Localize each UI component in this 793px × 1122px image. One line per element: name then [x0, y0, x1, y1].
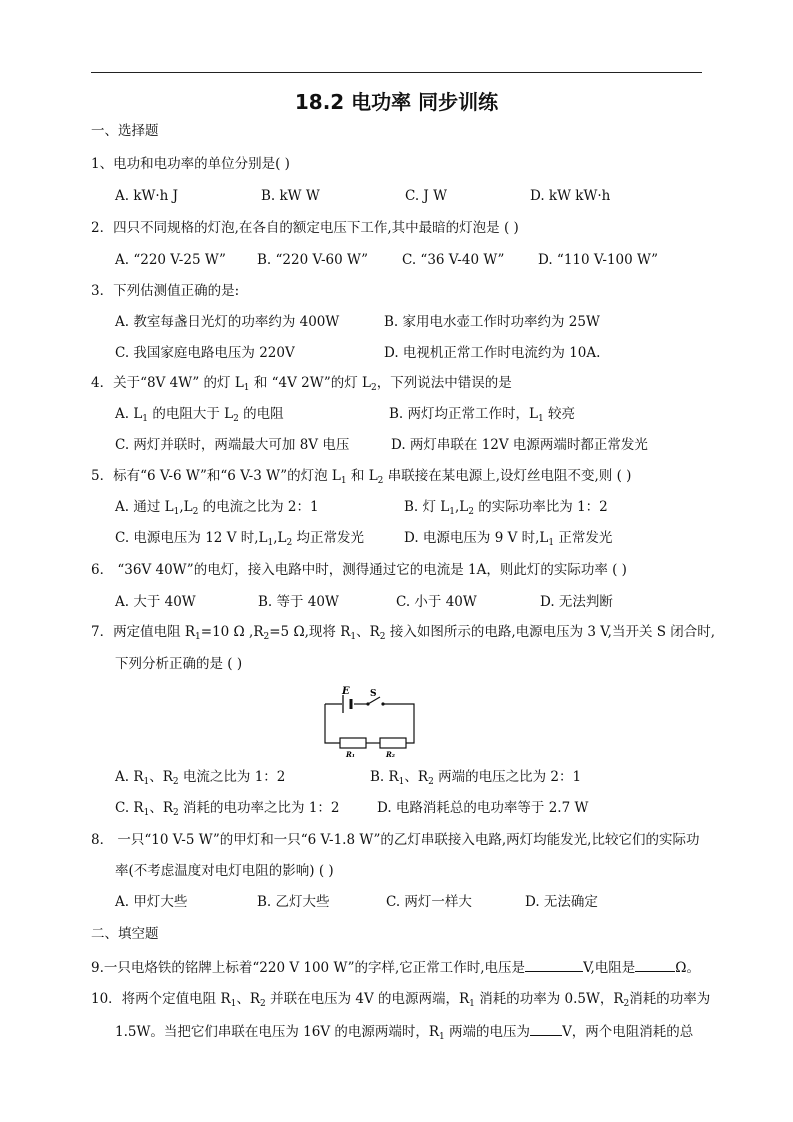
question-3-stem: 3．下列估测值正确的是: — [91, 283, 240, 299]
label-s: S — [370, 689, 377, 699]
label-e: E — [342, 686, 350, 697]
question-6-option-b: B. 等于 40W — [258, 594, 339, 610]
question-1-option-c: C. J W — [405, 188, 448, 204]
question-8-stem-line-1: 8． 一只“10 V-5 W”的甲灯和一只“6 V-1.8 W”的乙灯串联接入电路,两灯均能发光,比较它们的实际功 — [91, 832, 700, 848]
question-5-stem: 5．标有“6 V-6 W”和“6 V-3 W”的灯泡 $L_1$ 和 $L_2$ 串联接在某电源上,设灯丝电阻不变,则 ( ) — [91, 468, 632, 486]
question-1-option-a: A. kW·h J — [115, 188, 179, 204]
question-6-option-d: D. 无法判断 — [540, 594, 613, 610]
question-7-option-c: C. $R_1$、$R_2$ 消耗的电功率之比为 1：2 — [115, 800, 340, 818]
circuit-diagram — [318, 683, 422, 759]
question-7-stem-line-2: 下列分析正确的是 ( ) — [115, 656, 243, 672]
question-2-stem: 2．四只不同规格的灯泡,在各自的额定电压下工作,其中最暗的灯泡是 ( ) — [91, 220, 519, 236]
question-8-option-b: B. 乙灯大些 — [257, 894, 330, 910]
question-4-option-b: B. 两灯均正常工作时，$L_1$ 较亮 — [389, 406, 575, 424]
question-4-option-a: A. $L_1$ 的电阻大于 $L_2$ 的电阻 — [115, 406, 284, 424]
question-4-option-c: C. 两灯并联时，两端最大可加 8V 电压 — [115, 437, 350, 453]
section-fill-heading: 二、填空题 — [91, 926, 159, 942]
label-r1: R₁ — [346, 750, 355, 759]
question-3-option-a: A. 教室每盏日光灯的功率约为 400W — [115, 314, 340, 330]
resistor-r2 — [380, 738, 406, 748]
question-2-option-c: C. “36 V-40 W” — [402, 252, 505, 268]
question-9-text: 9.一只电烙铁的铭牌上标着“220 V 100 W”的字样,它正常工作时,电压是 V,电阻是 Ω。 — [91, 957, 700, 978]
question-3-option-d: D. 电视机正常工作时电流约为 10A. — [384, 345, 601, 361]
resistor-r1 — [340, 738, 366, 748]
question-10-line-1: 10．将两个定值电阻 $R_1$、$R_2$ 并联在电压为 4V 的电源两端，$R_1$ 消耗的功率为 0.5W，$R_2$消耗的功率为 — [91, 991, 711, 1009]
answer-blank-voltage[interactable] — [525, 957, 583, 972]
question-8-option-a: A. 甲灯大些 — [115, 894, 188, 910]
question-7-stem-line-1: 7．两定值电阻 $R_1=10$ Ω $,R_2=5$ Ω,现将 $R_1$、$R_2$ 接入如图所示的电路,电源电压为 3 V,当开关 S 闭合时, — [91, 624, 716, 642]
question-6-stem: 6． “36V 40W”的电灯，接入电路中时，测得通过它的电流是 1A，则此灯的实际功率 ( ) — [91, 562, 627, 578]
header-rule — [91, 72, 702, 73]
question-10-line-2: 1.5W。当把它们串联在电压为 16V 的电源两端时，$R_1$ 两端的电压为 V，两个电阻消耗的总 — [115, 1021, 693, 1042]
question-5-option-b: B. 灯 $L_1,L_2$ 的实际功率比为 1：2 — [404, 499, 608, 517]
question-4-stem: 4．关于“8V 4W” 的灯 $L_1$ 和 “4V 2W”的灯 $L_2$，下列说法中错误的是 — [91, 375, 512, 393]
question-5-option-d: D. 电源电压为 9 V 时$,L_1$ 正常发光 — [404, 530, 613, 548]
question-5-option-a: A. 通过 $L_1,L_2$ 的电流之比为 2：1 — [115, 499, 319, 517]
page-title: 18.2 电功率 同步训练 — [294, 90, 499, 114]
answer-blank-r1-voltage[interactable] — [530, 1021, 562, 1036]
question-1-stem: 1、电功和电功率的单位分别是( ) — [91, 156, 290, 172]
question-8-option-d: D. 无法确定 — [525, 894, 598, 910]
battery-e — [343, 695, 351, 713]
question-1-option-b: B. kW W — [261, 188, 320, 204]
question-7-option-d: D. 电路消耗总的电功率等于 2.7 W — [377, 800, 589, 816]
section-choice-heading: 一、选择题 — [91, 123, 159, 139]
question-2-option-d: D. “110 V-100 W” — [538, 252, 659, 268]
question-3-option-c: C. 我国家庭电路电压为 220V — [115, 345, 295, 361]
question-7-option-b: B. $R_1$、$R_2$ 两端的电压之比为 2：1 — [370, 769, 582, 787]
answer-blank-resistance[interactable] — [635, 957, 675, 972]
question-2-option-a: A. “220 V-25 W” — [115, 252, 226, 268]
question-8-option-c: C. 两灯一样大 — [386, 894, 472, 910]
question-3-option-b: B. 家用电水壶工作时功率约为 25W — [384, 314, 600, 330]
question-1-option-d: D. kW kW·h — [530, 188, 611, 204]
question-5-option-c: C. 电源电压为 12 V 时$,L_1,L_2$ 均正常发光 — [115, 530, 365, 548]
question-2-option-b: B. “220 V-60 W” — [257, 252, 369, 268]
question-6-option-c: C. 小于 40W — [396, 594, 477, 610]
label-r2: R₂ — [386, 750, 395, 759]
question-7-option-a: A. $R_1$、$R_2$ 电流之比为 1：2 — [115, 769, 286, 787]
question-8-stem-line-2: 率(不考虑温度对电灯电阻的影响) ( ) — [115, 863, 334, 879]
question-4-option-d: D. 两灯串联在 12V 电源两端时都正常发光 — [391, 437, 648, 453]
question-6-option-a: A. 大于 40W — [115, 594, 196, 610]
